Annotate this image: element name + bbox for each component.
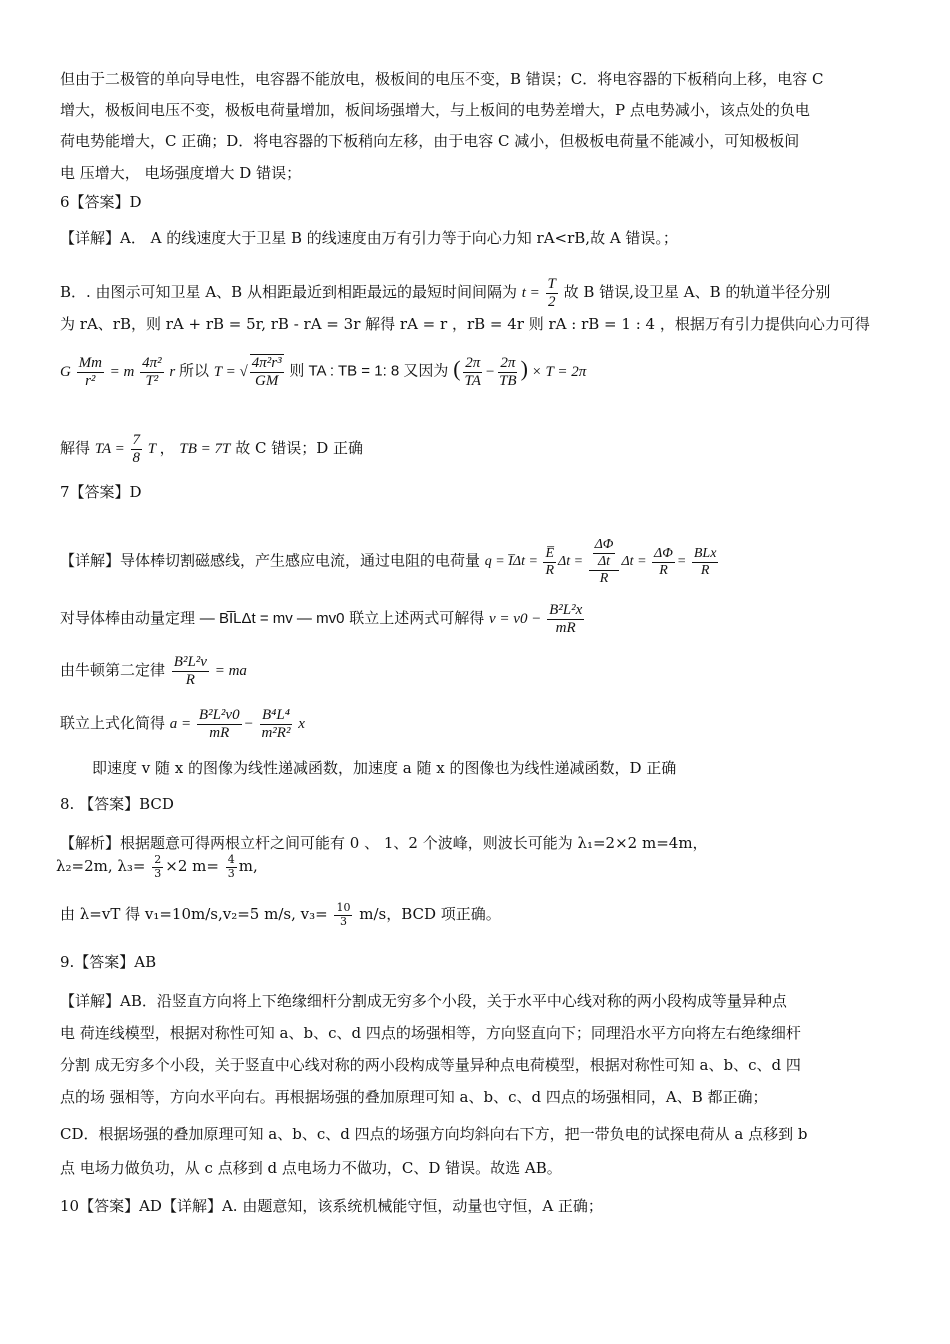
denominator: R xyxy=(185,672,195,689)
formula-text: G xyxy=(60,363,71,380)
numerator: B⁴L⁴ xyxy=(260,707,292,725)
denominator: 3 xyxy=(154,866,162,880)
formula-text: a = xyxy=(169,716,192,733)
text-run: 由牛顿第二定律 xyxy=(60,661,166,680)
formula-text: r xyxy=(169,363,176,380)
fraction xyxy=(463,355,483,391)
formula-tb: TB = 7T xyxy=(179,441,231,458)
formula-line xyxy=(60,354,898,404)
text-run: 联立上式化简得 xyxy=(60,714,166,733)
denominator: T² xyxy=(145,372,159,389)
denominator: r² xyxy=(85,372,96,389)
text-run: 所以 xyxy=(179,361,210,380)
paragraph-line: 电 荷连线模型，根据对称性可知 a、b、c、d 四点的场强相等，方向竖直向下；同理沿水平方向将左右绝缘细杆 xyxy=(60,1024,801,1042)
paragraph-line xyxy=(56,854,898,884)
formula-text: T xyxy=(147,441,156,458)
formula-line xyxy=(60,602,898,646)
fraction xyxy=(334,902,352,928)
denominator: R xyxy=(545,562,555,578)
fraction xyxy=(497,355,519,391)
answer-heading-9: 9.【答案】AB xyxy=(60,953,157,971)
fraction xyxy=(692,546,719,579)
numerator: 2 xyxy=(154,853,162,866)
formula-line xyxy=(60,707,898,751)
numerator: 7 xyxy=(131,432,143,450)
formula-text: × T = 2π xyxy=(531,363,587,380)
numerator: Mm xyxy=(77,355,104,373)
fraction xyxy=(543,546,556,579)
formula-line xyxy=(60,654,898,698)
paragraph-line: 增大，极板间电压不变，极板电荷量增加，板间场强增大，与上板间的电势差增大，P 点电势减小，该点处的负电 xyxy=(60,101,810,119)
paren-open: ( xyxy=(453,355,461,381)
fraction xyxy=(589,537,620,587)
numerator: B²L²v xyxy=(172,654,209,672)
text-run: ， xyxy=(159,439,175,458)
paragraph-line: 分割 成无穷多个小段，关于竖直中心线对称的两小段构成等量异种点电荷模型，根据对称性可知 a、b、c、d 四 xyxy=(60,1056,801,1074)
paragraph-line: CD．根据场强的叠加原理可知 a、b、c、d 四点的场强方向均斜向右下方，把一带负电的试探电荷从 a 点移到 b xyxy=(60,1125,808,1143)
answer-heading-6: 6【答案】D xyxy=(60,193,142,211)
fraction xyxy=(546,276,558,312)
numerator: ΔΦ xyxy=(652,546,675,563)
fraction xyxy=(250,354,284,391)
formula-text: = m xyxy=(109,363,135,380)
paragraph-line: 电 压增大， 电场强度增大 D 错误； xyxy=(60,164,302,182)
formula-ta xyxy=(94,432,160,467)
numerator: B²L²x xyxy=(547,602,584,620)
text-run: 【详解】导体棒切割磁感线，产生感应电流，通过电阻的电荷量 xyxy=(60,551,481,570)
answer-heading-7: 7【答案】D xyxy=(60,483,142,501)
paragraph-line: 点的场 强相等，方向水平向右。再根据场强的叠加原理可知 a、b、c、d 四点的场强相同，A、B 都正确； xyxy=(60,1088,768,1106)
formula-text: q = I̅Δt = xyxy=(484,554,538,570)
text-run: λ₂=2m, λ₃= xyxy=(56,857,146,876)
text-run: 由 λ=vT 得 v₁=10m/s,v₂=5 m/s, v₃= xyxy=(60,905,328,924)
formula-text: x xyxy=(298,716,305,733)
fraction xyxy=(197,707,242,743)
fraction xyxy=(652,546,675,579)
fraction xyxy=(152,854,163,880)
fraction xyxy=(259,707,292,743)
formula-text: = ma xyxy=(214,663,247,680)
numerator: T xyxy=(546,276,558,294)
fraction xyxy=(547,602,584,638)
paragraph-line: 但由于二极管的单向导电性，电容器不能放电，极板间的电压不变，B 错误；C．将电容器的下板稍向上移，电容 C xyxy=(60,70,824,88)
numerator: B²L²v0 xyxy=(197,707,242,725)
denominator: GM xyxy=(255,373,279,390)
paragraph-line: 点 电场力做负功，从 c 点移到 d 点电场力不做功，C、D 错误。故选 AB。 xyxy=(60,1159,562,1177)
formula-t xyxy=(521,276,564,311)
text-run: B．. 由图示可知卫星 A、B 从相距最近到相距最远的最短时间间隔为 xyxy=(60,283,517,302)
paragraph-line: 为 rA、rB，则 rA + rB = 5r, rB - rA = 3r 解得 rA = r ，rB = 4r 则 rA : rB = 1 : 4 ，根据万有引力提供向心力可得 xyxy=(60,315,870,333)
formula-text: TA = xyxy=(94,441,125,458)
fraction xyxy=(593,537,616,570)
denominator: R xyxy=(659,562,668,578)
answer-heading-10: 10【答案】AD【详解】A. 由题意知，该系统机械能守恒，动量也守恒，A 正确； xyxy=(60,1197,603,1215)
numerator: BLx xyxy=(692,546,719,563)
denominator: TB xyxy=(499,372,517,389)
paragraph-line: 即速度 v 随 x 的图像为线性递减函数，加速度 a 随 x 的图像也为线性递减函数，D 正确 xyxy=(92,759,677,777)
formula-velocity xyxy=(489,602,586,637)
numerator: 10 xyxy=(336,901,351,914)
denominator: 3 xyxy=(227,866,235,880)
numerator: 4 xyxy=(227,853,235,866)
text-run: 则 TA : TB = 1: 8 又因为 xyxy=(289,362,449,380)
denominator: TA xyxy=(464,372,481,389)
numerator xyxy=(589,537,620,571)
formula-line xyxy=(60,537,898,587)
text-run: 联立上述两式可解得 xyxy=(349,609,485,628)
answer-heading-8: 8. 【答案】BCD xyxy=(60,795,174,813)
denominator: 8 xyxy=(132,450,141,467)
denominator: R xyxy=(599,571,609,587)
text-run: 对导体棒由动量定理 xyxy=(60,609,196,628)
denominator: R xyxy=(700,562,710,578)
formula-text: v = v0 − xyxy=(489,611,542,628)
fraction xyxy=(172,654,209,690)
denominator: mR xyxy=(209,725,230,742)
fraction xyxy=(140,355,164,391)
text-run: 解得 xyxy=(60,439,91,458)
sqrt-sign: √ xyxy=(239,363,248,380)
fraction xyxy=(226,854,237,880)
formula-angle: ( $\frac{2\pi}{TA}$ − $\frac{2\pi}{TB}$ ) × T = 2π xyxy=(453,354,587,389)
paragraph-line: 荷电势能增大，C 正确；D．将电容器的下板稍向左移，由于电容 C 减小，但极板电荷量不能减小，可知极板间 xyxy=(60,132,800,150)
text-run: 故 B 错误,设卫星 A、B 的轨道半径分别 xyxy=(563,283,831,302)
numerator: 4π²r³ xyxy=(250,355,284,373)
formula-charge: q = I̅Δt = $\frac{E̅}{R}$ Δt = $\frac{\frac{\Delta\Phi}{\Delta t}}{R}$ Δt = $\frac{\Delta\Phi}{R}$ = $\frac{\text{BLx}}{R}$ xyxy=(484,537,717,587)
formula-period xyxy=(213,355,290,390)
numerator: E̅ xyxy=(543,546,556,563)
text-run: m, xyxy=(238,857,258,876)
formula-acceleration: a = $\frac{\text{B²L²v0}}{mR}$ − $\frac{\text{B⁴L⁴}}{\text{m²R²}}$ x xyxy=(169,707,305,742)
formula-line xyxy=(60,432,898,472)
numerator: 2π xyxy=(463,355,482,373)
denominator: m²R² xyxy=(261,725,291,742)
text-run: m/s，BCD 项正确。 xyxy=(359,905,501,924)
paragraph-line: 【详解】AB．沿竖直方向将上下绝缘细杆分割成无穷多个小段，关于水平中心线对称的两小段构成等量异种点 xyxy=(60,992,787,1010)
paren-close: ) xyxy=(520,355,528,381)
denominator: mR xyxy=(555,620,576,637)
formula-newton xyxy=(170,654,247,689)
denominator: 3 xyxy=(339,914,347,928)
paragraph-line: 【解析】根据题意可得两根立杆之间可能有 0 、 1、2 个波峰，则波长可能为 λ₁=2×2 m=4m， xyxy=(60,834,708,852)
paragraph-line xyxy=(60,276,898,312)
formula-momentum: — BI̅LΔt = mv — mv0 xyxy=(199,610,345,628)
text-run: ×2 m= xyxy=(165,857,219,876)
text-run: 故 C 错误；D 正确 xyxy=(235,439,363,458)
formula-text: t = xyxy=(521,285,540,302)
formula-text: T = xyxy=(213,363,236,380)
denominator: Δt xyxy=(597,554,611,570)
fraction xyxy=(77,355,104,391)
formula-gravity xyxy=(60,354,179,389)
numerator: ΔΦ xyxy=(593,537,616,554)
paragraph-line: 【详解】A． A 的线速度大于卫星 B 的线速度由万有引力等于向心力知 rA<rB,故 A 错误。； xyxy=(60,229,678,247)
numerator: 2π xyxy=(498,355,517,373)
fraction xyxy=(131,432,143,468)
paragraph-line xyxy=(60,902,898,936)
denominator: 2 xyxy=(547,294,556,311)
numerator: 4π² xyxy=(140,355,164,373)
